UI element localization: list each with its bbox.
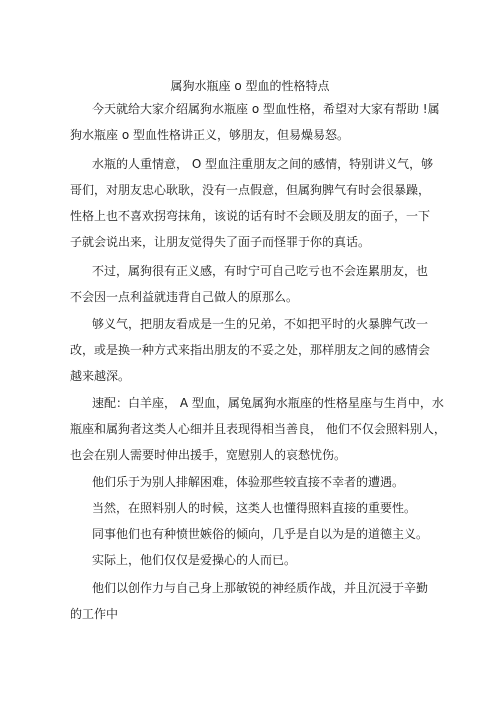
paragraph-line: 哥们，对朋友忠心耿耿，没有一点假意，但属狗脾气有时会很暴躁， [70, 183, 431, 197]
paragraph-line: 子就会说出来，让朋友觉得失了面子而怪罪于你的真话。 [70, 235, 371, 249]
paragraph-line: 今天就给大家介绍属狗水瓶座 o 型血性格，希望对大家有帮助 !属 [92, 102, 440, 116]
paragraph-line: 狗水瓶座 o 型血性格讲正义，够朋友，但易燥易怒。 [70, 128, 349, 142]
paragraph-line: 性格上也不喜欢拐弯抹角，该说的话有时不会顾及朋友的面子，一下 [70, 209, 431, 223]
paragraph-line: 的工作中 [70, 607, 119, 621]
paragraph-line: 越来越深。 [70, 369, 131, 383]
paragraph-line: 实际上，他们仅仅是爱操心的人而已。 [92, 553, 297, 567]
paragraph-line: 他们乐于为别人排解困难，体验那些较直接不幸者的遭遇。 [92, 475, 405, 489]
paragraph-line: 瓶座和属狗者这类人心细并且表现得相当善良， 他们不仅会照料别人， [70, 422, 446, 436]
paragraph-line: 不过，属狗很有正义感，有时宁可自己吃亏也不会连累朋友，也 [92, 264, 429, 278]
paragraph-line: 当然，在照料别人的时候，这类人也懂得照料直接的重要性。 [92, 501, 417, 515]
paragraph-line: 同事他们也有种愤世嫉俗的倾向，几乎是自以为是的道德主义。 [92, 527, 429, 541]
paragraph-line: 不会因一点利益就违背自己做人的原那么。 [70, 290, 299, 304]
paragraph-line: 够义气，把朋友看成是一生的兄弟，不如把平时的火暴脾气改一 [92, 317, 429, 331]
paragraph-line: 也会在别人需要时伸出援手，宽慰别人的哀愁忧伤。 [70, 448, 347, 462]
document-title: 属狗水瓶座 o 型血的性格特点 [170, 79, 330, 93]
paragraph-line: 速配：白羊座， A 型血，属兔属狗水瓶座的性格星座与生肖中，水 [92, 396, 444, 410]
paragraph-line: 水瓶的人重情意， O 型血注重朋友之间的感情，特别讲义气，够 [92, 157, 434, 171]
paragraph-line: 改，或是换一种方式来指出朋友的不妥之处，那样朋友之间的感情会 [70, 343, 431, 357]
paragraph-line: 他们以创作力与自己身上那敏锐的神经质作战，并且沉浸于辛勤 [92, 581, 429, 595]
